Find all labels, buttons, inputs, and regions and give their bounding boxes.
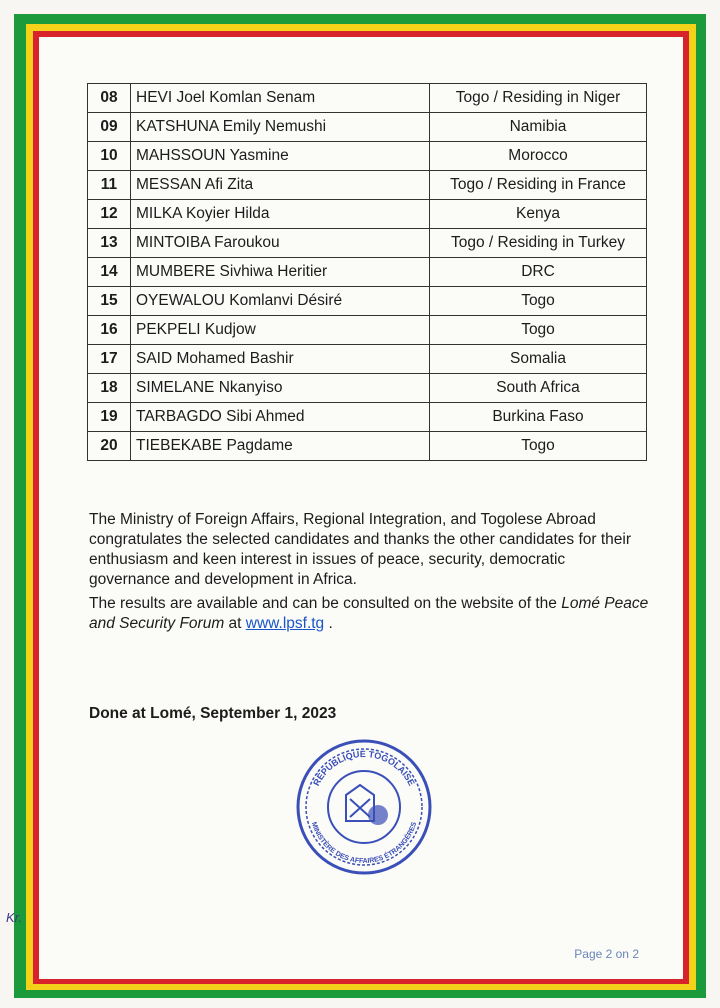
candidate-country: Morocco xyxy=(430,142,647,171)
candidate-row xyxy=(88,345,647,374)
official-seal-stamp xyxy=(294,737,434,877)
results-lead-text: The results are available and can be consulted on the website of the xyxy=(89,595,562,612)
candidate-name: MESSAN Afi Zita xyxy=(131,171,430,200)
candidate-country: Togo xyxy=(430,316,647,345)
candidate-country: Somalia xyxy=(430,345,647,374)
candidate-number: 19 xyxy=(88,403,131,432)
candidate-number: 12 xyxy=(88,200,131,229)
candidate-name: HEVI Joel Komlan Senam xyxy=(131,84,430,113)
candidate-row xyxy=(88,171,647,200)
candidates-table xyxy=(87,83,647,461)
candidate-row xyxy=(88,316,647,345)
candidate-country: Kenya xyxy=(430,200,647,229)
candidate-row xyxy=(88,432,647,461)
candidate-row xyxy=(88,374,647,403)
candidate-row xyxy=(88,258,647,287)
candidate-number: 14 xyxy=(88,258,131,287)
candidate-country: South Africa xyxy=(430,374,647,403)
results-paragraph xyxy=(89,594,649,634)
candidate-name: TARBAGDO Sibi Ahmed xyxy=(131,403,430,432)
candidate-number: 16 xyxy=(88,316,131,345)
candidate-name: MAHSSOUN Yasmine xyxy=(131,142,430,171)
candidate-country: Togo / Residing in Turkey xyxy=(430,229,647,258)
candidate-number: 17 xyxy=(88,345,131,374)
candidate-number: 10 xyxy=(88,142,131,171)
candidate-number: 13 xyxy=(88,229,131,258)
done-at-line: Done at Lomé, September 1, 2023 xyxy=(89,705,337,722)
candidate-country: DRC xyxy=(430,258,647,287)
congratulations-paragraph: The Ministry of Foreign Affairs, Regional Integration, and Togolese Abroad congratulates the selected candidates and thanks the other candidates for their enthusiasm and keen interest in issues of peace, security, democratic governance and development in Africa. xyxy=(89,511,631,588)
candidate-name: PEKPELI Kudjow xyxy=(131,316,430,345)
results-end-text: . xyxy=(324,615,333,632)
page-number: Page 2 on 2 xyxy=(574,947,639,961)
candidate-number: 09 xyxy=(88,113,131,142)
forum-name: Lomé Peace and Security Forum xyxy=(89,595,649,632)
candidate-row xyxy=(88,403,647,432)
candidate-country: Togo / Residing in Niger xyxy=(430,84,647,113)
candidate-row xyxy=(88,200,647,229)
candidate-row xyxy=(88,113,647,142)
candidate-name: MUMBERE Sivhiwa Heritier xyxy=(131,258,430,287)
handwritten-initials: Kr. xyxy=(6,910,23,925)
website-link[interactable]: www.lpsf.tg xyxy=(245,615,325,632)
candidate-country: Namibia xyxy=(430,113,647,142)
candidate-number: 20 xyxy=(88,432,131,461)
candidate-name: TIEBEKABE Pagdame xyxy=(131,432,430,461)
candidate-number: 11 xyxy=(88,171,131,200)
results-at-text: at xyxy=(224,615,246,632)
candidate-number: 15 xyxy=(88,287,131,316)
candidate-row xyxy=(88,84,647,113)
candidate-name: KATSHUNA Emily Nemushi xyxy=(131,113,430,142)
candidate-name: OYEWALOU Komlanvi Désiré xyxy=(131,287,430,316)
candidate-country: Togo xyxy=(430,287,647,316)
candidate-name: MINTOIBA Faroukou xyxy=(131,229,430,258)
candidate-row xyxy=(88,229,647,258)
candidate-name: MILKA Koyier Hilda xyxy=(131,200,430,229)
candidate-country: Togo xyxy=(430,432,647,461)
candidate-country: Burkina Faso xyxy=(430,403,647,432)
svg-text:RÉPUBLIQUE TOGOLAISE: RÉPUBLIQUE TOGOLAISE xyxy=(311,748,417,788)
candidate-number: 08 xyxy=(88,84,131,113)
candidate-row xyxy=(88,142,647,171)
candidate-row xyxy=(88,287,647,316)
candidate-name: SAID Mohamed Bashir xyxy=(131,345,430,374)
candidate-name: SIMELANE Nkanyiso xyxy=(131,374,430,403)
svg-text:MINISTÈRE DES AFFAIRES ÉTRANGÈ: MINISTÈRE DES AFFAIRES ÉTRANGÈRES xyxy=(309,821,419,866)
candidate-number: 18 xyxy=(88,374,131,403)
document-page xyxy=(39,37,683,979)
candidate-country: Togo / Residing in France xyxy=(430,171,647,200)
